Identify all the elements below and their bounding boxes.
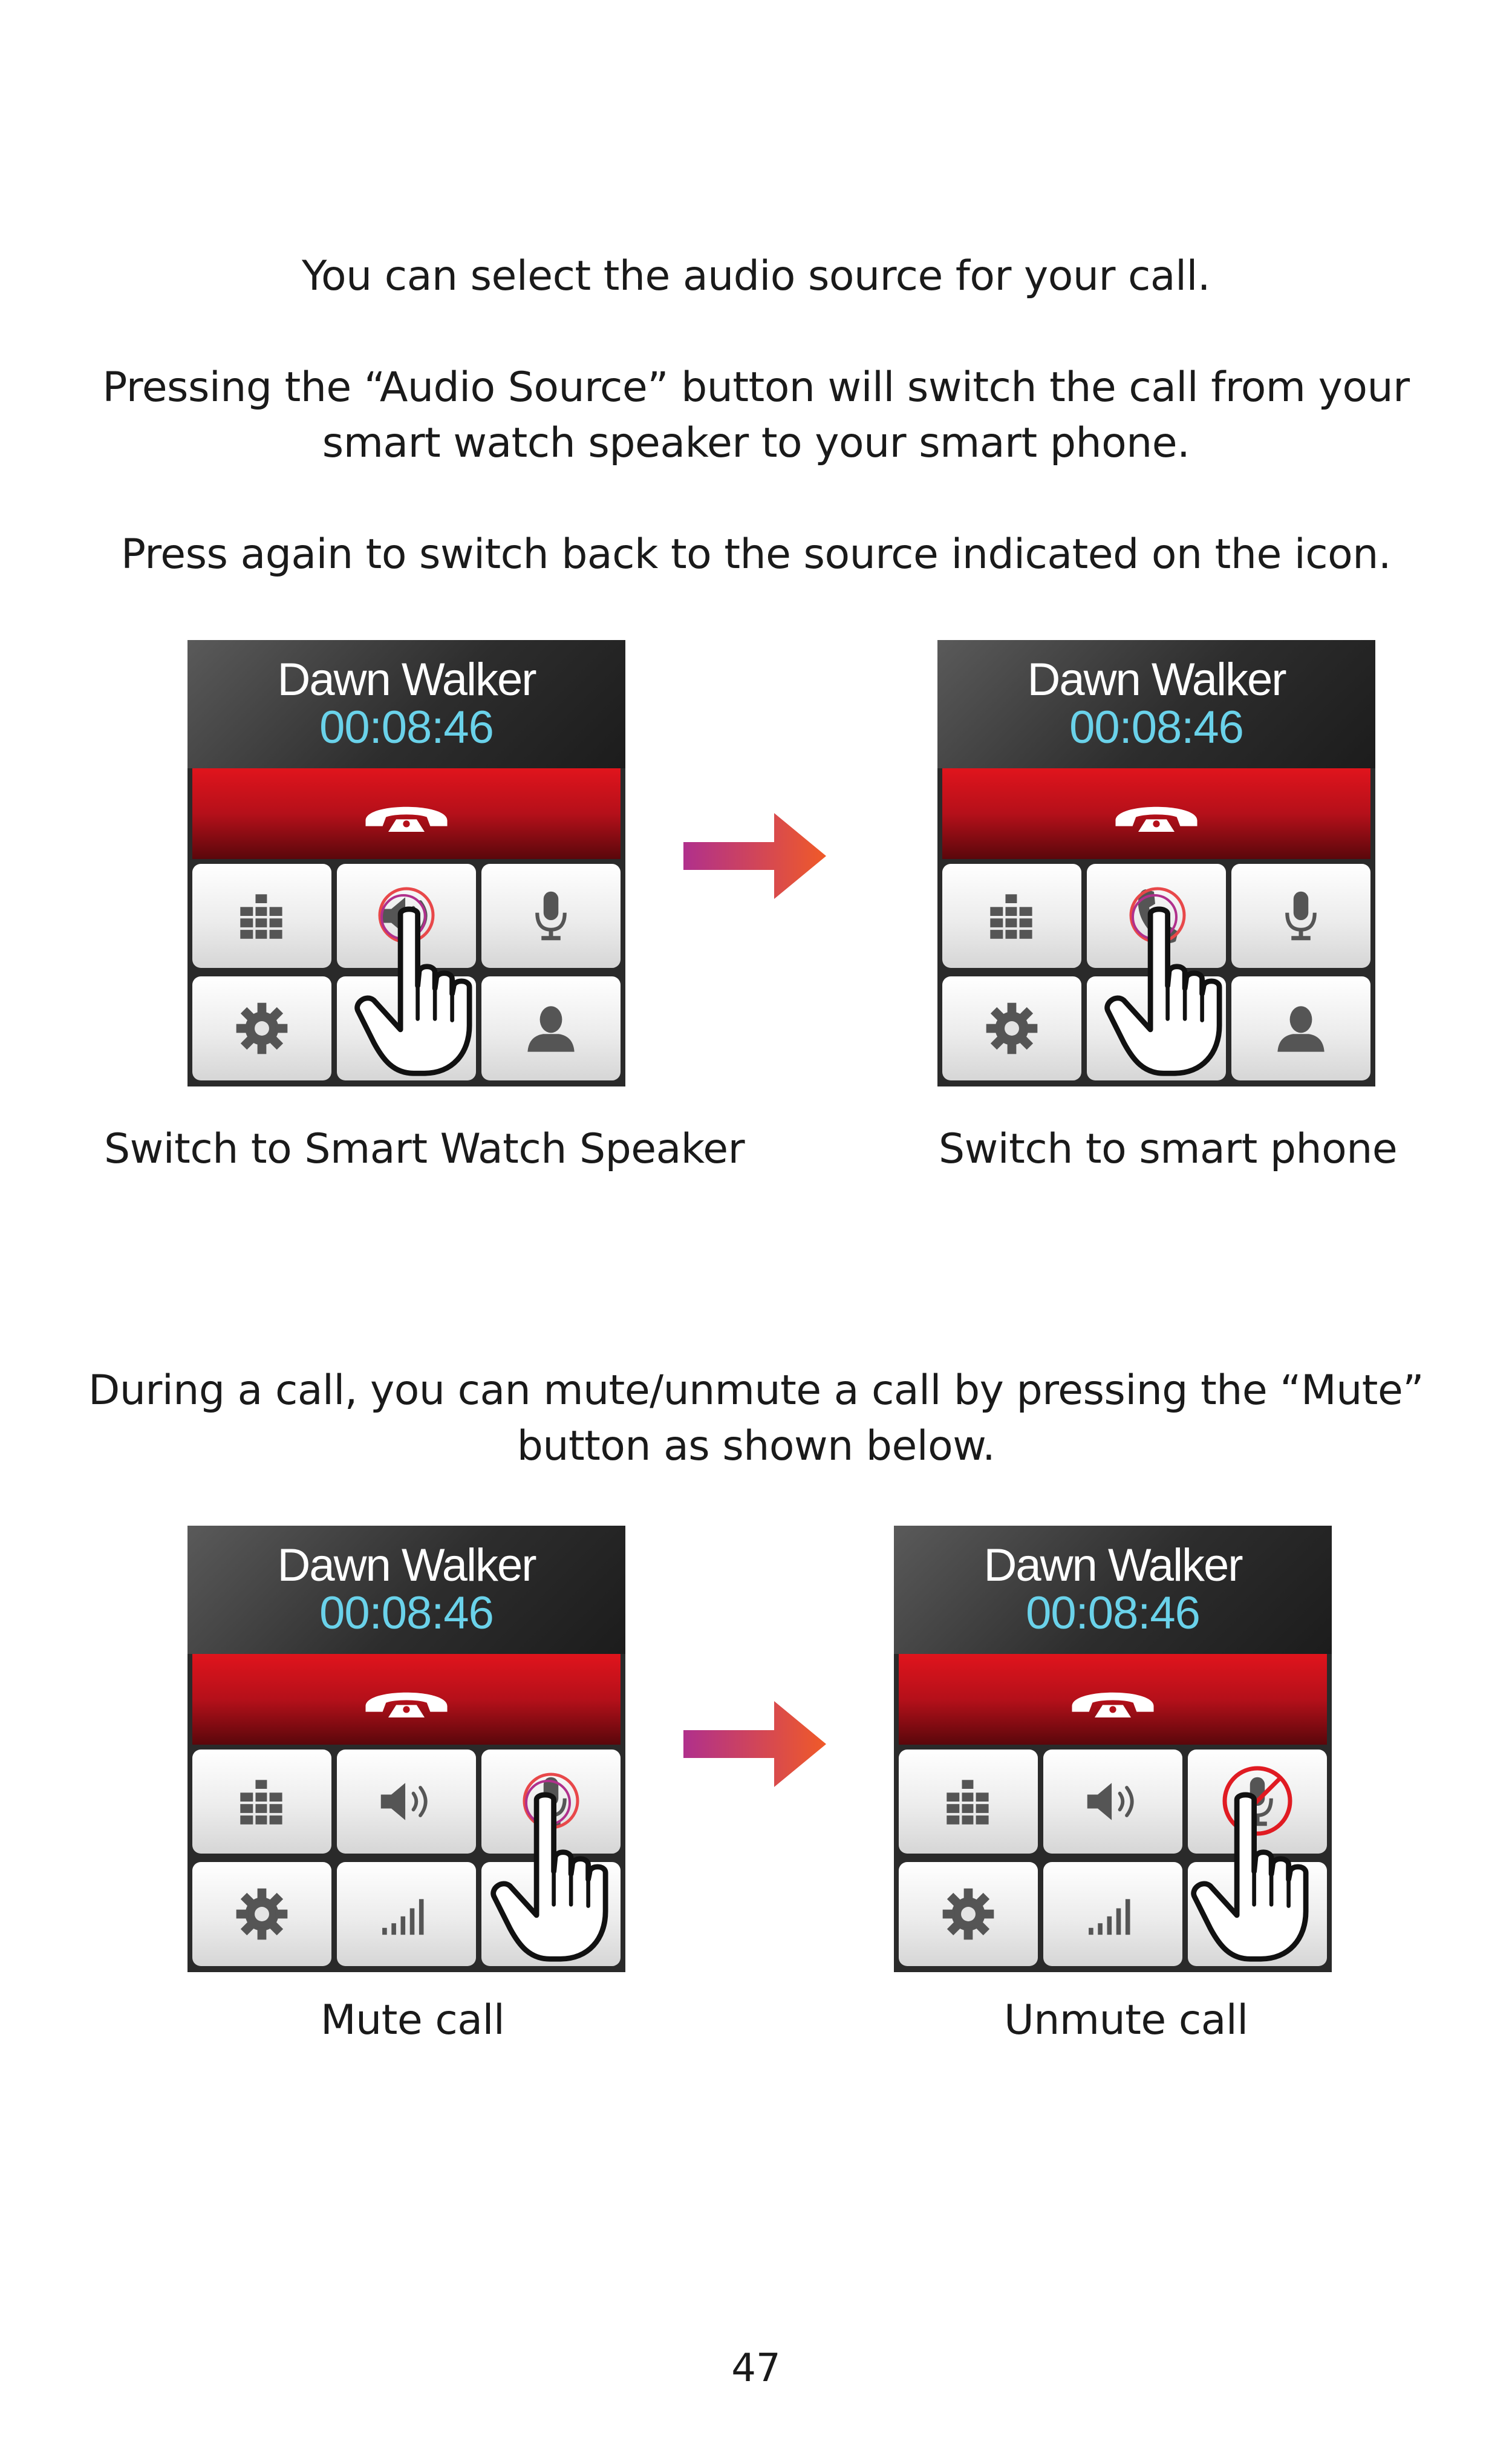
call-timer: 00:08:46 [319,1587,494,1639]
speaker-icon [377,1777,435,1826]
intro-text-3: Press again to switch back to the source indicated on the icon. [120,531,1391,578]
mute-intro-text-2: button as shown below. [516,1422,996,1470]
settings-button[interactable] [899,1862,1038,1966]
gear-icon [234,1001,290,1056]
end-call-button[interactable] [942,768,1370,859]
keypad-button[interactable] [192,1750,331,1854]
gear-icon [940,1886,996,1942]
tap-ring-icon [1124,882,1191,949]
contact-icon [523,1001,579,1056]
contact-button[interactable] [1231,976,1370,1080]
caller-name: Dawn Walker [277,654,536,705]
tap-ring-icon [518,1768,584,1834]
call-header [894,1526,1332,1654]
phone-hangup-icon [361,1676,452,1722]
caption-mute: Mute call [321,1996,505,2044]
caption-speaker: Switch to Smart Watch Speaker [104,1125,745,1173]
keypad-button[interactable] [192,864,331,968]
phone-hangup-icon [1067,1676,1158,1722]
mute-button[interactable] [1231,864,1370,968]
microphone-icon [530,889,572,943]
call-header [937,640,1375,768]
end-call-button[interactable] [899,1654,1327,1745]
keypad-icon [236,1776,287,1827]
contact-icon [1273,1001,1329,1056]
microphone-icon [1280,889,1322,943]
end-call-button[interactable] [192,768,621,859]
volume-bars-icon [1084,1891,1142,1937]
keypad-button[interactable] [942,864,1081,968]
arrow-icon [683,1699,829,1789]
keypad-icon [943,1776,994,1827]
audio-source-button[interactable] [1043,1750,1182,1854]
watch-screen-unmute [894,1526,1332,1972]
phone-hangup-icon [1111,791,1202,837]
intro-text-1: You can select the audio source for your call. [301,252,1211,300]
arrow-icon [683,811,829,901]
audio-source-button[interactable] [337,864,476,968]
call-header [187,640,625,768]
volume-button[interactable] [1087,976,1226,1080]
call-timer: 00:08:46 [1026,1587,1200,1639]
caller-name: Dawn Walker [277,1540,536,1591]
intro-text-2a: Pressing the “Audio Source” button will switch the call from your [102,364,1410,411]
settings-button[interactable] [192,976,331,1080]
volume-bars-icon [377,1891,435,1937]
volume-button[interactable] [1043,1862,1182,1966]
tap-ring-icon [373,882,440,949]
contact-button[interactable] [481,1862,621,1966]
volume-button[interactable] [337,976,476,1080]
keypad-icon [986,890,1037,941]
contact-button[interactable] [1188,1862,1327,1966]
settings-button[interactable] [942,976,1081,1080]
volume-button[interactable] [337,1862,476,1966]
gear-icon [234,1886,290,1942]
page-number: 47 [731,2346,781,2391]
caption-phone: Switch to smart phone [939,1125,1398,1173]
caption-unmute: Unmute call [1004,1996,1248,2044]
watch-screen-speaker [187,640,625,1086]
gear-icon [984,1001,1040,1056]
mute-button[interactable] [481,864,621,968]
speaker-icon [1084,1777,1142,1826]
mute-button[interactable] [481,1750,621,1854]
audio-source-button[interactable] [1087,864,1226,968]
keypad-icon [236,890,287,941]
mute-intro-text-1: During a call, you can mute/unmute a call by pressing the “Mute” [88,1367,1424,1414]
caller-name: Dawn Walker [1027,654,1286,705]
caller-name: Dawn Walker [983,1540,1242,1591]
keypad-button[interactable] [899,1750,1038,1854]
intro-text-2b: smart watch speaker to your smart phone. [322,419,1190,467]
mute-slash-icon [1218,1762,1297,1840]
end-call-button[interactable] [192,1654,621,1745]
settings-button[interactable] [192,1862,331,1966]
call-timer: 00:08:46 [1069,702,1243,753]
call-timer: 00:08:46 [319,702,494,753]
audio-source-button[interactable] [337,1750,476,1854]
call-header [187,1526,625,1654]
watch-screen-phone [937,640,1375,1086]
phone-hangup-icon [361,791,452,837]
unmute-button[interactable] [1188,1750,1327,1854]
contact-button[interactable] [481,976,621,1080]
watch-screen-mute [187,1526,625,1972]
